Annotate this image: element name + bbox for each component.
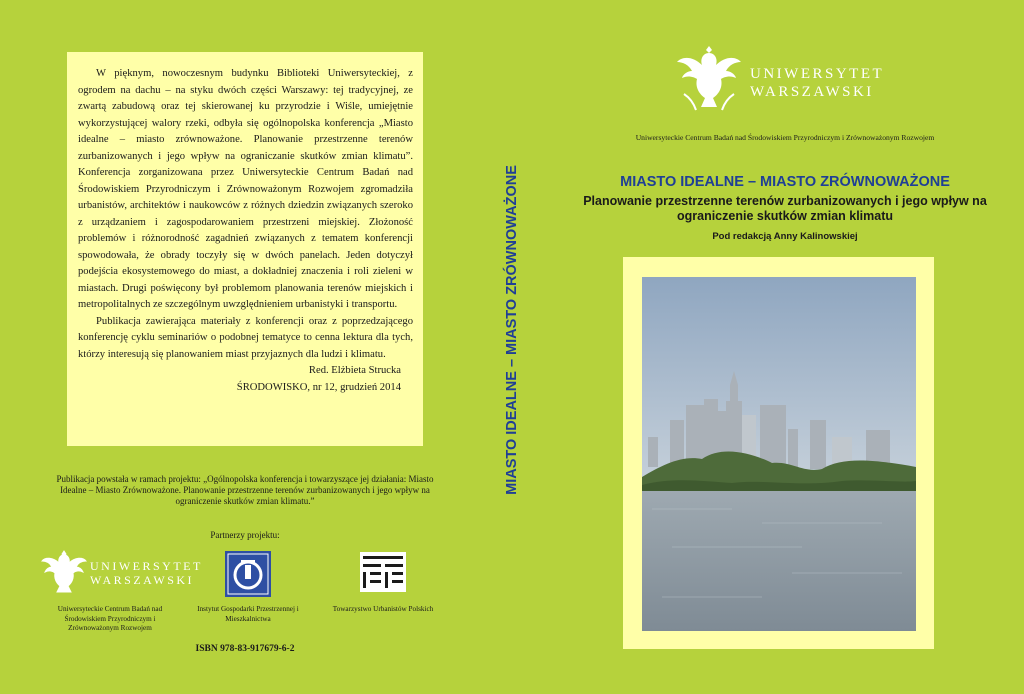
spine [501, 152, 523, 508]
front-uw-logo [674, 44, 894, 116]
quote-paragraph-2: Publikacja zawierająca materiały z konferencji oraz z poprzedzającego konferencję cyklu seminariów o podobnej tematyce to cenna lektura dla tych, którzy interesują się planowaniem miast przyjaznych dla ludzi i klimatu. [78, 315, 413, 360]
project-note: Publikacja powstała w ramach projektu: „Ogólnopolska konferencja i towarzyszące jej działania: Miasto Idealne – Miasto Zrównoważone. Planowanie przestrzenne terenów zurbanizowanych i jego wpływ na ograniczenie skutków zmian klimatu.” [56, 474, 434, 506]
eagle-emblem-icon [40, 545, 88, 597]
partner-uw-caption: Uniwersyteckie Centrum Badań nad Środowiskiem Przyrodniczym i Zrównoważonym Rozwojem [57, 605, 163, 632]
partner-igpim-caption: Instytut Gospodarki Przestrzennej i Mieszkalnictwa [197, 605, 299, 623]
front-research-centre: Uniwersyteckie Centrum Badań nad Środowiskiem Przyrodniczym i Zrównoważonym Rozwojem [635, 133, 935, 142]
quote-source: ŚRODOWISKO, nr 12, grudzień 2014 [236, 381, 401, 393]
partner-uw-logo [40, 545, 203, 597]
quote-author: Red. Elżbieta Strucka [308, 365, 401, 376]
front-title: MIASTO IDEALNE – MIASTO ZRÓWNOWAŻONE [620, 174, 950, 190]
igpim-logo-icon [225, 551, 271, 597]
tup-logo-icon [360, 552, 406, 592]
eagle-emblem-icon [674, 44, 744, 116]
front-uw-word-2: WARSZAWSKI [750, 84, 874, 100]
cover-photo-warsaw-skyline [642, 277, 916, 631]
spine-title: MIASTO IDEALNE – MIASTO ZRÓWNOWAŻONE [504, 165, 520, 495]
back-cover-quote-panel [67, 52, 423, 446]
partner-uw-word-1: UNIWERSYTET [90, 559, 203, 573]
partner-tup-caption: Towarzystwo Urbanistów Polskich [332, 605, 434, 613]
partner-uw-word-2: WARSZAWSKI [90, 573, 195, 587]
front-editor: Pod redakcją Anny Kalinowskiej [712, 231, 858, 242]
isbn: ISBN 978-83-917679-6-2 [195, 644, 295, 654]
front-subtitle: Planowanie przestrzenne terenów zurbanizowanych i jego wpływ na ograniczenie skutków zmian klimatu [583, 194, 987, 223]
front-uw-word-1: UNIWERSYTET [750, 66, 885, 82]
quote-paragraph-1: W pięknym, nowoczesnym budynku Biblioteki Uniwersyteckiej, z ogrodem na dachu – na styku dwóch części Warszawy: tej tradycyjnej, ze zwartą zabudową oraz tej skierowanej ku przyrodzie i Wiśle, umiejętnie wykorzystującej walory rzeki, odbyła się ogólnopolska konferencja „Miasto idealne – miasto zrównoważone. Planowanie przestrzenne terenów zurbanizowanych i jego wpływ na ograniczanie skutków zmian klimatu”. Konferencja zorganizowana przez Uniwersyteckie Centrum Badań nad Środowiskiem Przyrodniczym i Zrównoważonym Rozwojem zgromadziła urbanistów, architektów i naukowców z różnych dziedzin związanych szeroko z urządzaniem i zagospodarowaniem przestrzeni miejskiej. Złożoność problemów i różnorodność zagadnień związanych z tematem konferencji spowodowała, że obrady toczyły się w dwóch panelach. Jeden dotyczył podejścia ekosystemowego do miast, a dokładniej znaczenia i roli zieleni w miastach. Drugi poświęcony był problemom planowania terenów miejskich i metropolitalnych ze szczególnym uwzględnieniem urbanistyki i transportu. [78, 68, 413, 310]
partners-title: Partnerzy projektu: [210, 530, 280, 540]
